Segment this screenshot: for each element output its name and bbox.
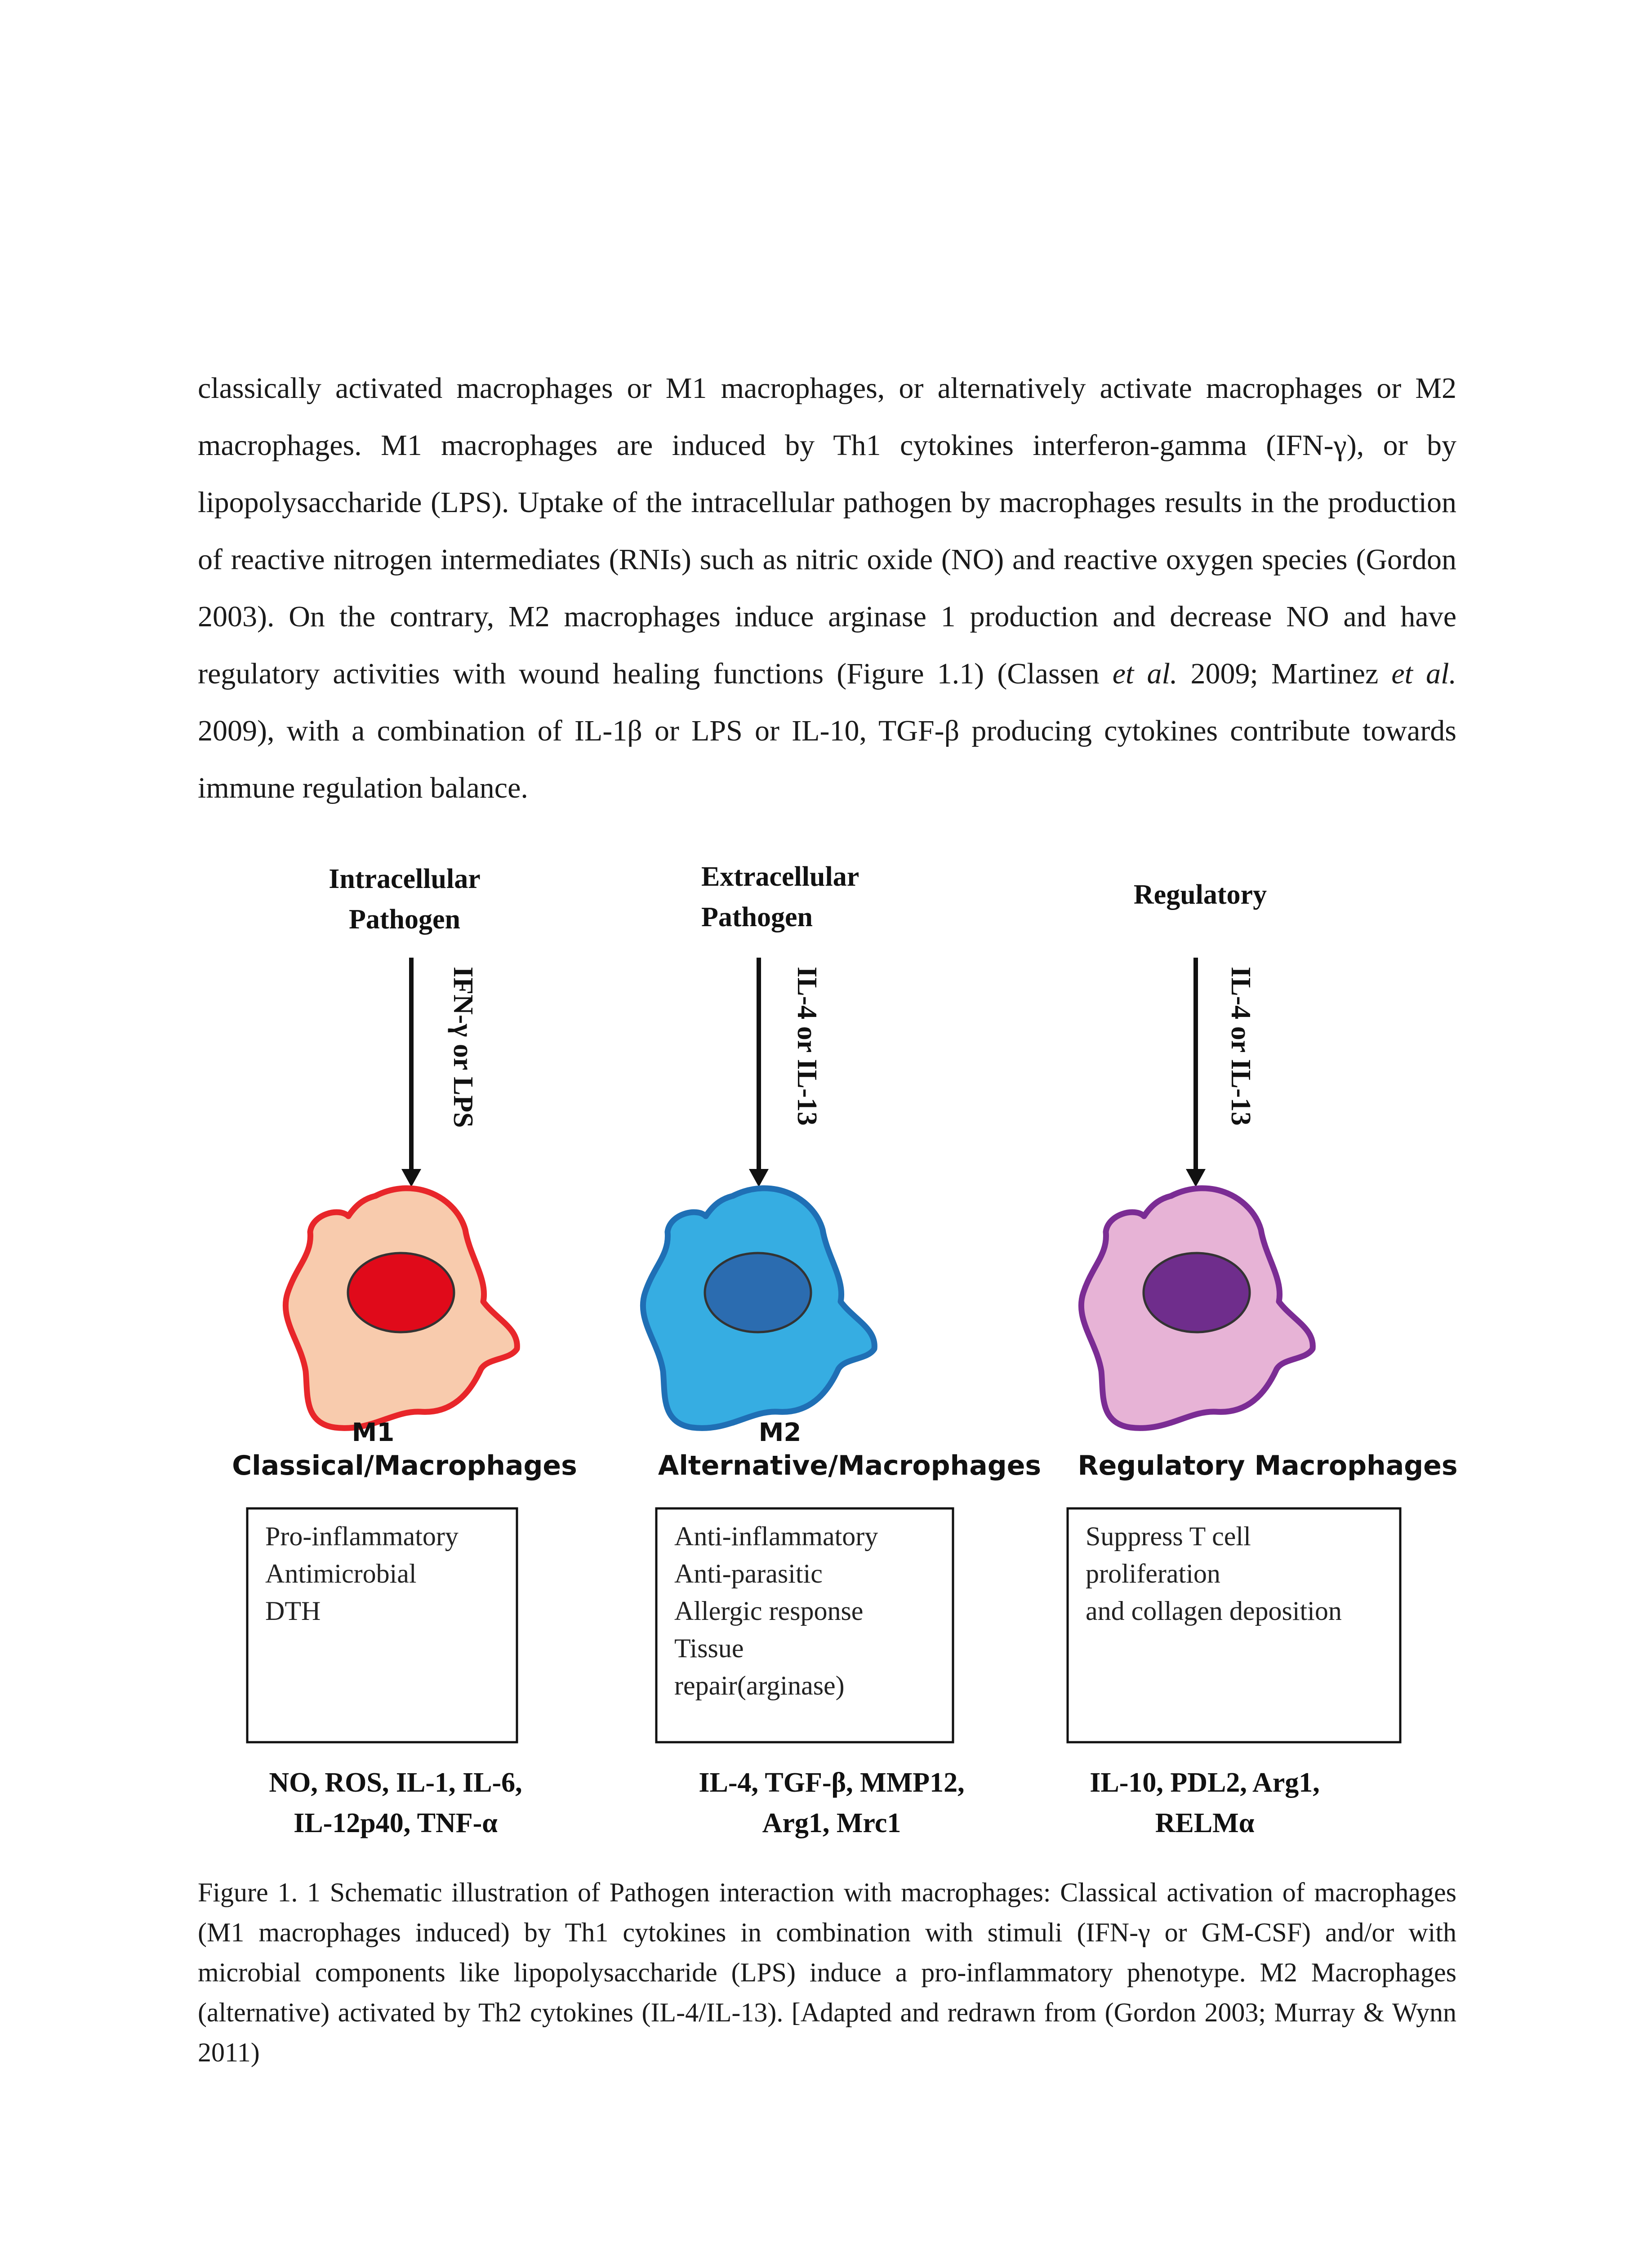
secreted-products-label: NO, ROS, IL-1, IL-6, <box>269 1767 522 1798</box>
stimulus-label: Pathogen <box>701 902 813 932</box>
cytokine-label: IL-4 or IL-13 <box>1225 967 1256 1126</box>
function-text: Anti-inflammatory <box>674 1521 878 1551</box>
function-text: Pro-inflammatory <box>265 1521 459 1551</box>
arrow-head <box>401 1169 421 1187</box>
macrophage-type-label: M1 <box>352 1418 395 1447</box>
cell-nucleus <box>348 1253 454 1332</box>
macrophage-name-label: Classical/Macrophages <box>232 1450 577 1481</box>
stimulus-label: Pathogen <box>349 904 460 935</box>
stimulus-label: Intracellular <box>329 864 481 894</box>
secreted-products-label: IL-4, TGF-β, MMP12, <box>699 1767 965 1798</box>
function-text: Allergic response <box>674 1596 864 1626</box>
cytokine-label: IL-4 or IL-13 <box>792 967 822 1126</box>
secreted-products-label: RELMα <box>1155 1808 1255 1838</box>
function-text: and collagen deposition <box>1086 1596 1342 1626</box>
arrow-head <box>1186 1169 1206 1187</box>
function-text: Antimicrobial <box>265 1559 417 1588</box>
cytokine-label: IFN-γ or LPS <box>448 967 478 1128</box>
macrophage-type-label: M2 <box>758 1418 802 1447</box>
function-text: repair(arginase) <box>674 1671 845 1700</box>
macrophage-column-2 <box>643 861 1041 1838</box>
cell-nucleus <box>1144 1253 1250 1332</box>
figure-caption: Figure 1. 1 Schematic illustration of Pathogen interaction with macrophages: Classical activation of macrophages (M1 macrophages induced) by Th1 cytokines in combination with stimuli (IFN-γ or GM-CSF) and/or with microbial components like lipopolysaccharide (LPS) induce a pro-inflammatory phenotype. M2 Macrophages (alternative) activated by Th2 cytokines (IL-4/IL-13). [Adapted and redrawn from (Gordon 2003; Murray & Wynn 2011) <box>198 1878 1456 2067</box>
function-text: DTH <box>265 1596 321 1626</box>
macrophage-name-label: Regulatory Macrophages <box>1078 1450 1458 1481</box>
function-text: Anti-parasitic <box>674 1559 823 1588</box>
paragraph-text: 2009), with a combination of IL-1β or LPS or IL-10, TGF-β producing cytokines contribute towards immune regulation balance. <box>198 714 1456 804</box>
paragraph-text: 2009; Martinez <box>1177 657 1392 690</box>
macrophage-column-3 <box>1068 879 1458 1838</box>
macrophage-name-label: Alternative/Macrophages <box>658 1450 1042 1481</box>
secreted-products-label: IL-12p40, TNF-α <box>294 1808 498 1838</box>
stimulus-label: Extracellular <box>701 861 859 892</box>
secreted-products-label: Arg1, Mrc1 <box>762 1808 901 1838</box>
italic-citation-text: et al. <box>1391 657 1457 690</box>
macrophage-column-1 <box>232 864 577 1838</box>
function-text: proliferation <box>1086 1559 1220 1588</box>
arrow-head <box>749 1169 769 1187</box>
stimulus-label: Regulatory <box>1133 879 1267 910</box>
cell-nucleus <box>705 1253 811 1332</box>
function-text: Tissue <box>674 1633 744 1663</box>
function-text: Suppress T cell <box>1086 1521 1251 1551</box>
paragraph-text: classically activated macrophages or M1 macrophages, or alternatively activate macrophages or M2 macrophages. M1 macrophages are induced by Th1 cytokines interferon-gamma (IFN-γ), or by lipopolysaccharide (LPS). Uptake of the intracellular pathogen by macrophages results in the production of reactive nitrogen intermediates (RNIs) such as nitric oxide (NO) and reactive oxygen species (Gordon 2003). On the contrary, M2 macrophages induce arginase 1 production and decrease NO and have regulatory activities with wound healing functions (Figure 1.1) (Classen <box>198 372 1456 690</box>
italic-citation-text: et al. <box>1112 657 1178 690</box>
secreted-products-label: IL-10, PDL2, Arg1, <box>1090 1767 1320 1798</box>
